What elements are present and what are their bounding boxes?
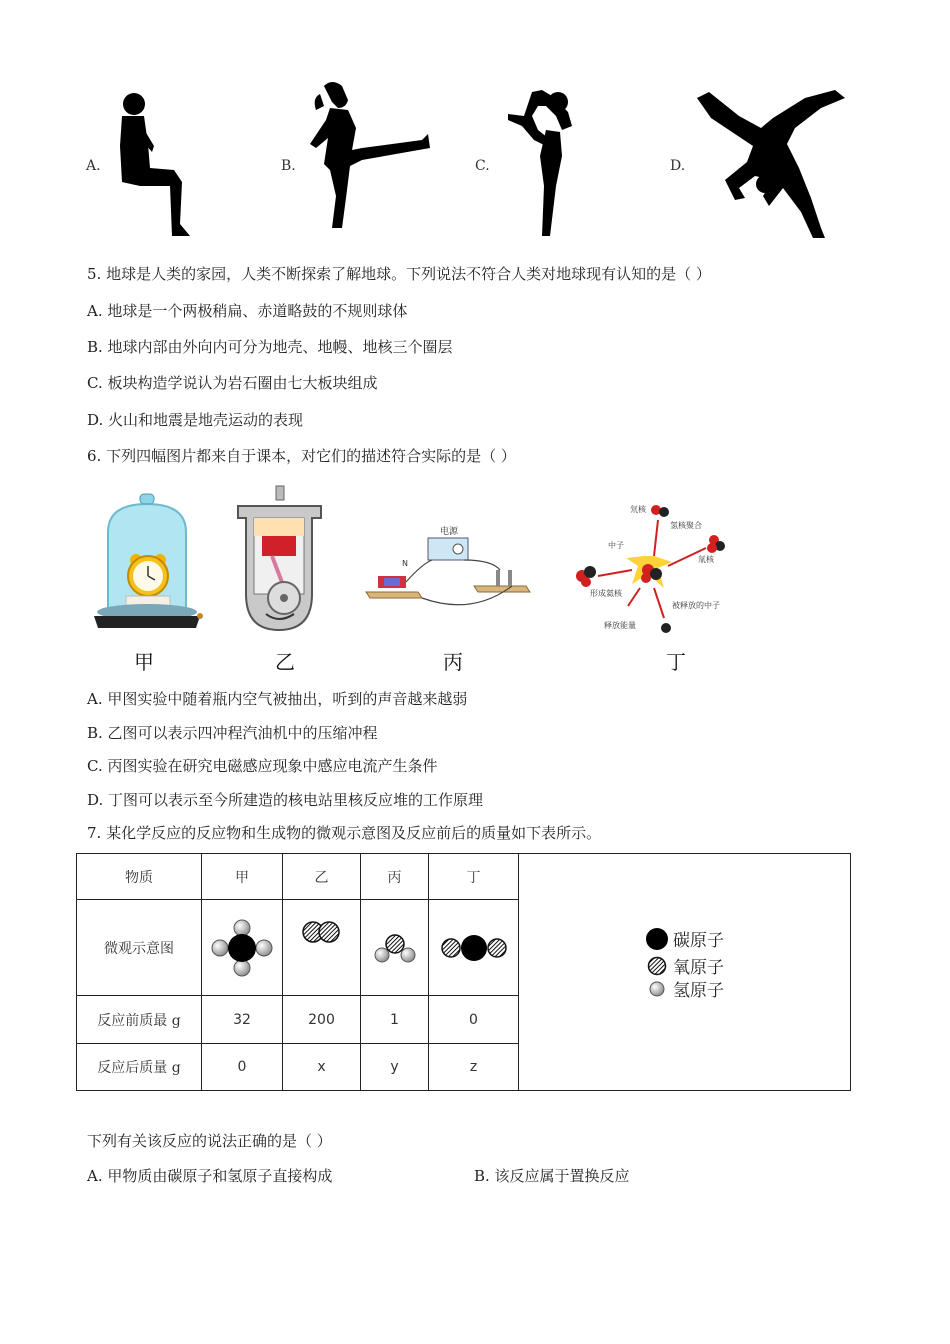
q6-option-b: B. 乙图可以表示四冲程汽油机中的压缩冲程 bbox=[87, 724, 378, 742]
q4-option-b-label: B. bbox=[281, 158, 296, 174]
before-mass-yi: 200 bbox=[283, 996, 361, 1044]
q5-option-a: A. 地球是一个两极稍扁、赤道略鼓的不规则球体 bbox=[87, 302, 408, 320]
deuterium-label: 氘核 bbox=[630, 505, 646, 514]
tritium-label: 氚核 bbox=[698, 555, 714, 564]
methane-molecule-icon bbox=[203, 913, 281, 983]
stretching-person-silhouette bbox=[502, 86, 582, 241]
fusion-label: 氢核聚合 bbox=[670, 521, 702, 530]
header-ding: 丁 bbox=[429, 854, 519, 900]
q4-option-a-label: A. bbox=[86, 158, 101, 174]
engine-cylinder-figure bbox=[232, 484, 327, 634]
legend-hydrogen-label: 氢原子 bbox=[673, 981, 724, 1001]
header-bing: 丙 bbox=[361, 854, 429, 900]
molecule-bing-cell bbox=[361, 900, 429, 996]
water-molecule-icon bbox=[369, 923, 421, 973]
molecule-yi-cell bbox=[283, 900, 361, 996]
header-substance: 物质 bbox=[77, 854, 202, 900]
q7-stem: 7. 某化学反应的反应物和生成物的微观示意图及反应前后的质量如下表所示。 bbox=[87, 824, 602, 842]
after-mass-jia: 0 bbox=[202, 1044, 283, 1091]
reaction-table bbox=[76, 853, 851, 1091]
q4-option-d-label: D. bbox=[670, 158, 686, 174]
before-mass-jia: 32 bbox=[202, 996, 283, 1044]
q5-option-c: C. 板块构造学说认为岩石圈由七大板块组成 bbox=[87, 374, 378, 392]
after-mass-yi: x bbox=[283, 1044, 361, 1091]
power-source-label: 电源 bbox=[440, 527, 459, 537]
q6-option-d: D. 丁图可以表示至今所建造的核电站里核反应堆的工作原理 bbox=[87, 791, 484, 809]
legend-oxygen-label: 氧原子 bbox=[673, 958, 724, 978]
before-mass-bing: 1 bbox=[361, 996, 429, 1044]
q5-option-b: B. 地球内部由外向内可分为地壳、地幔、地核三个圈层 bbox=[87, 338, 453, 356]
legend-hydrogen bbox=[648, 976, 724, 1001]
after-mass-bing: y bbox=[361, 1044, 429, 1091]
released-neutron-label: 被释放的中子 bbox=[672, 601, 720, 610]
before-mass-label: 反应前质最 g bbox=[77, 996, 202, 1044]
carbon-dioxide-molecule-icon bbox=[434, 928, 514, 968]
legend-carbon-label: 碳原子 bbox=[673, 931, 724, 951]
q4-option-c-label: C. bbox=[475, 158, 490, 174]
molecule-jia-cell bbox=[202, 900, 283, 996]
oxygen-atom-icon bbox=[647, 956, 667, 976]
after-mass-ding: z bbox=[429, 1044, 519, 1091]
figure-caption-jia: 甲 bbox=[134, 650, 154, 674]
header-jia: 甲 bbox=[202, 854, 283, 900]
q5-option-d: D. 火山和地震是地壳运动的表现 bbox=[87, 411, 304, 429]
kicking-person-silhouette bbox=[302, 78, 432, 236]
legend-cell bbox=[519, 854, 851, 1091]
after-mass-label: 反应后质量 g bbox=[77, 1044, 202, 1091]
header-yi: 乙 bbox=[283, 854, 361, 900]
helium-formation-label: 形成氦核 bbox=[590, 589, 622, 598]
bell-jar-clock-figure bbox=[88, 492, 208, 637]
molecule-ding-cell bbox=[429, 900, 519, 996]
q7-option-a: A. 甲物质由碳原子和氢原子直接构成 bbox=[87, 1167, 333, 1185]
legend-oxygen bbox=[647, 953, 724, 978]
figure-caption-yi: 乙 bbox=[275, 650, 295, 674]
legend-carbon bbox=[645, 926, 724, 951]
north-pole-label: N bbox=[402, 559, 408, 568]
electromagnetic-induction-figure bbox=[362, 520, 532, 610]
oxygen-molecule-icon bbox=[292, 916, 352, 950]
neutron-label: 中子 bbox=[608, 541, 624, 550]
energy-release-label: 释放能量 bbox=[604, 621, 636, 630]
q5-stem: 5. 地球是人类的家园，人类不断探索了解地球。下列说法不符合人类对地球现有认知的是（ ） bbox=[87, 265, 711, 283]
cartwheel-person-silhouette bbox=[695, 88, 850, 243]
hydrogen-atom-icon bbox=[648, 980, 666, 998]
q6-stem: 6. 下列四幅图片都来自于课本，对它们的描述符合实际的是（ ） bbox=[87, 447, 516, 465]
q6-option-c: C. 丙图实验在研究电磁感应现象中感应电流产生条件 bbox=[87, 757, 438, 775]
figure-caption-ding: 丁 bbox=[666, 650, 686, 674]
q6-option-a: A. 甲图实验中随着瓶内空气被抽出，听到的声音越来越弱 bbox=[87, 690, 468, 708]
figure-caption-bing: 丙 bbox=[443, 650, 463, 674]
nuclear-fusion-figure bbox=[568, 496, 733, 636]
micro-diagram-label: 微观示意图 bbox=[77, 900, 202, 996]
carbon-atom-icon bbox=[645, 927, 669, 951]
q7-option-b: B. 该反应属于置换反应 bbox=[474, 1167, 630, 1185]
sitting-person-silhouette bbox=[112, 86, 197, 241]
before-mass-ding: 0 bbox=[429, 996, 519, 1044]
q7-question: 下列有关该反应的说法正确的是（ ） bbox=[87, 1132, 332, 1150]
